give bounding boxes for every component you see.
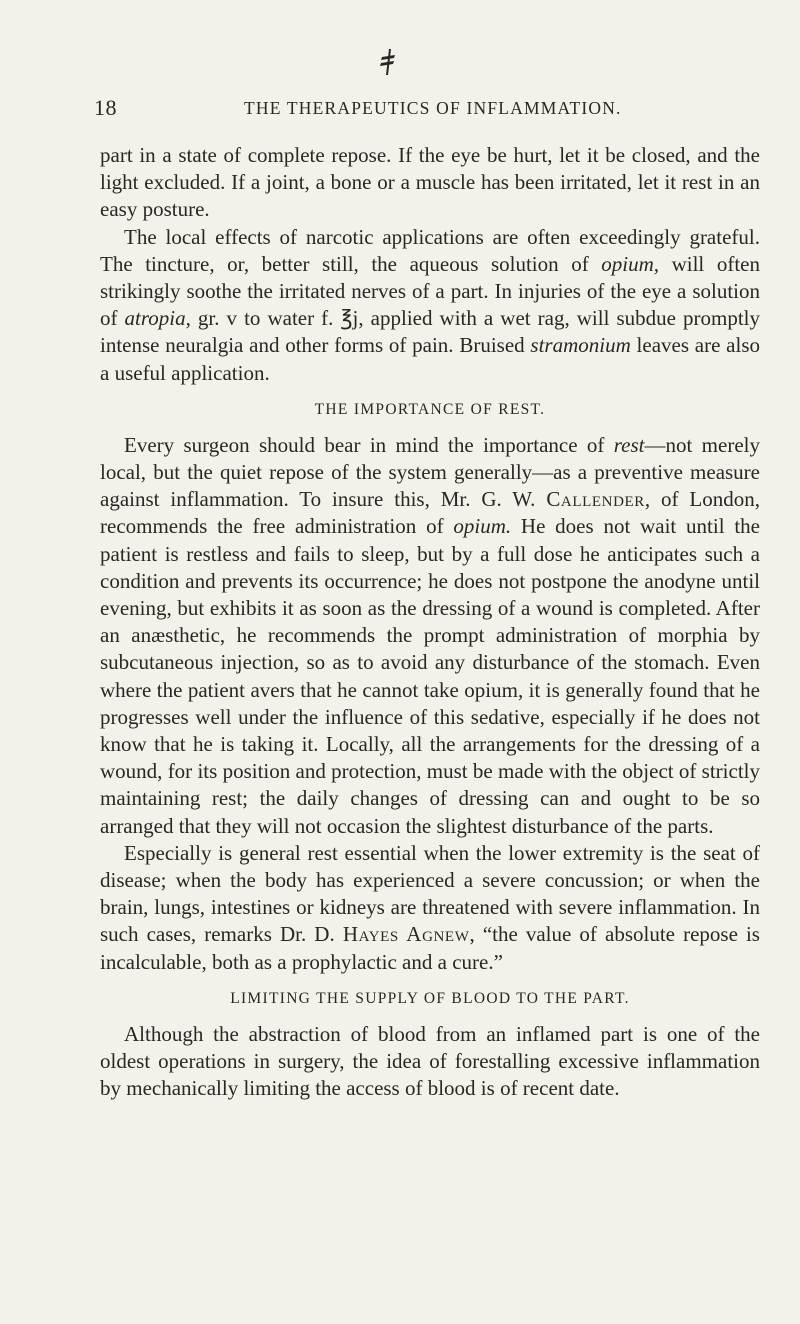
- term-atropia: atropia,: [124, 306, 191, 331]
- section-heading-rest: THE IMPORTANCE OF REST.: [314, 400, 546, 418]
- page-number: 18: [94, 95, 117, 120]
- term-opium: opium,: [601, 251, 660, 276]
- body-text: [100, 142, 760, 1103]
- paragraph-rest: Every surgeon should bear in mind the importance of rest—not merely local, but the quiet repose of the system generally—as a preventive measure against inflammation. To insure this, Mr. G. W. Callender, of London, recommends the free administration of opium. He does not wait until the patient is restless and fails to sleep, but by a full dose he anticipates such a condition and prevents its occurrence; he does not postpone the anodyne until evening, but exhibits it as soon as the dressing of a wound is completed. After an anæsthetic, he recommends the prompt administration of morphia by subcutaneous injection, so as to avoid any disturbance of the stomach. Even where the patient avers that he cannot take opium, it is generally found that he progresses well under the influence of this sedative, especially if he does not know that he is taking it. Locally, all the arrangements for the dressing of a wound, for its position and protection, must be made with the object of strictly maintaining rest; the daily changes of dressing can and ought to be so arranged that they will not occasion the slightest disturbance of the parts.: [100, 432, 760, 838]
- paragraph-narcotics: The local effects of narcotic applications are often exceedingly grateful. The tincture, or, better still, the aqueous solution of opium, will often strikingly soothe the irritated nerves of a part. In injuries of the eye a solution of atropia, gr. v to water f. ℥j, applied with a wet rag, will subdue promptly intense neuralgia and other forms of pain. Bruised stramonium leaves are also a useful application.: [100, 224, 761, 385]
- paragraph-blood-supply: Although the abstraction of blood from an inflamed part is one of the oldest operations in surgery, the idea of forestalling excessive inflammation by mechanically limiting the access of blood is of recent date.: [100, 1021, 760, 1101]
- name-hayes-agnew: Hayes Agnew: [342, 922, 470, 947]
- term-rest: rest: [613, 432, 645, 457]
- name-callender: Callender: [546, 487, 645, 512]
- paragraph-continuation: part in a state of complete repose. If the eye be hurt, let it be closed, and the light excluded. If a joint, a bone or a muscle has been irritated, let it rest in an easy posture.: [100, 143, 760, 222]
- running-head: THE THERAPEUTICS OF INFLAMMATION.: [244, 98, 622, 118]
- term-opium-2: opium.: [453, 514, 512, 539]
- term-stramonium: stramonium: [530, 333, 631, 358]
- ink-blot-mark: [378, 48, 398, 76]
- section-heading-blood: LIMITING THE SUPPLY OF BLOOD TO THE PART.: [230, 989, 630, 1007]
- page-header: [94, 95, 754, 125]
- paragraph-general-rest: Especially is general rest essential when the lower extremity is the seat of disease; when the body has experienced a severe concussion; or when the brain, lungs, intestines or kidneys are threatened with severe inflammation. In such cases, remarks Dr. D. Hayes Agnew, “the value of absolute repose is incalculable, both as a prophylactic and a cure.”: [100, 840, 760, 974]
